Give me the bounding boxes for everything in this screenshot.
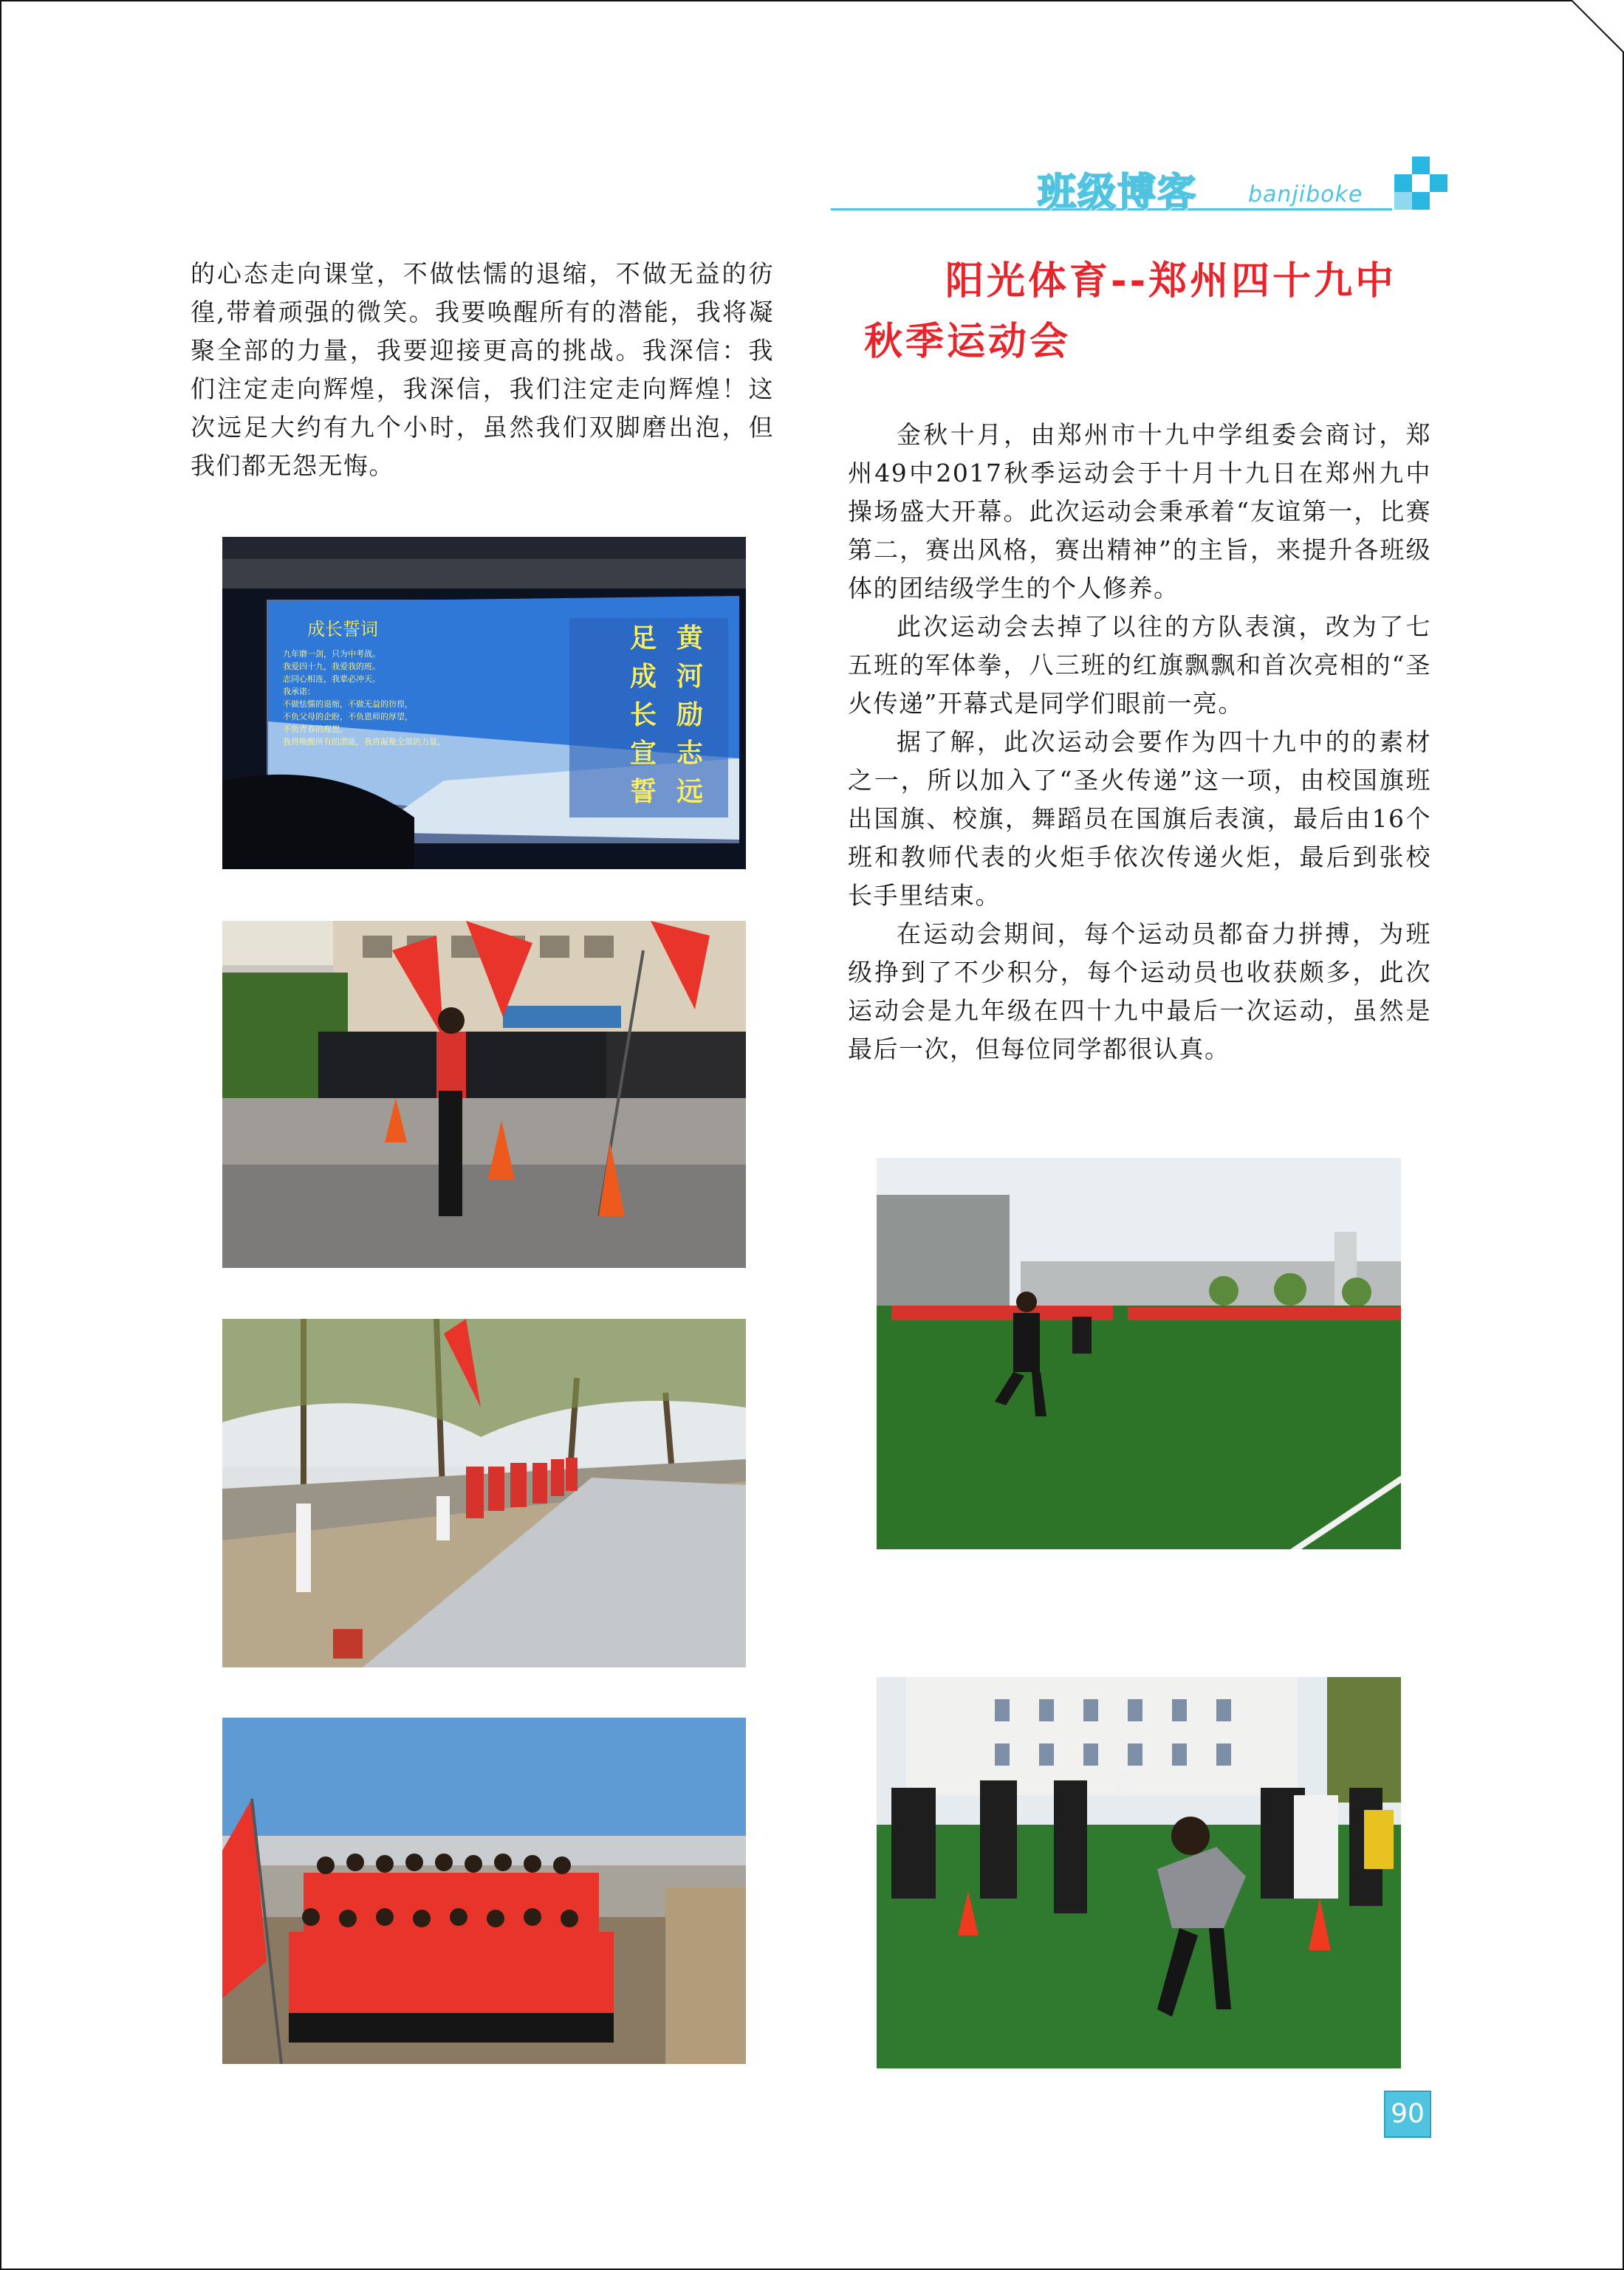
- photo-oath-screen: [222, 537, 746, 869]
- photo-hike-road: [222, 1319, 746, 1667]
- oath-vertical-col1: 黄河励志远: [676, 623, 704, 807]
- photo-flag-bearer: [222, 921, 746, 1268]
- oath-line: 九年磨一剑，只为中考战。: [283, 649, 380, 659]
- article-title-line2: 秋季运动会: [864, 320, 1072, 364]
- photo-group: [222, 1718, 746, 2064]
- left-paragraph: 的心态走向课堂，不做怯懦的退缩，不做无益的彷徨,带着顽强的微笑。我要唤醒所有的潜能，我将凝聚全部的力量，我要迎接更高的挑战。我深信：我们注定走向辉煌，我深信，我们注定走向辉煌！这次远足大约有九个小时，虽然我们双脚磨出泡，但我们都无怨无悔。: [191, 259, 774, 480]
- oath-line: 我将唤醒所有的潜能，我将凝聚全部的力量，: [283, 737, 445, 747]
- page-number: 90: [1384, 2091, 1431, 2138]
- article-paragraph-4: 在运动会期间，每个运动员都奋力拼搏，为班级挣到了不少积分，每个运动员也收获颇多，此次运动会是九年级在四十九中最后一次运动，虽然是最后一次，但每位同学都很认真。: [848, 919, 1431, 1063]
- oath-line: 我爱四十九，我爱我的班。: [283, 662, 380, 671]
- oath-line: 志同心相连，我辈必冲天。: [283, 674, 380, 684]
- photo-relay-run: [877, 1677, 1401, 2068]
- oath-line: 我承诺：: [283, 687, 315, 696]
- page-corner-fold: [1572, 0, 1624, 52]
- oath-lines: [283, 648, 563, 748]
- article-body: [848, 416, 1431, 1069]
- article-title-line1: 阳光体育--郑州四十九中: [945, 259, 1397, 304]
- oath-line: 不负青春的理想。: [283, 724, 348, 734]
- section-subtitle: banjiboke: [1248, 182, 1363, 208]
- section-logo-icon: [1394, 157, 1447, 210]
- article-paragraph-3: 据了解，此次运动会要作为四十九中的的素材之一，所以加入了“圣火传递”这一项，由校国旗班出国旗、校旗，舞蹈员在国旗后表演，最后由16个班和教师代表的火炬手依次传递火炬，最后到张校长手里结束。: [848, 727, 1431, 910]
- oath-line: 不负父母的企盼，不负恩师的厚望，: [283, 712, 413, 721]
- left-column-text: [191, 255, 774, 485]
- section-title: 班级博客: [1038, 171, 1198, 215]
- oath-line: 不做怯懦的退缩，不做无益的彷徨，: [283, 699, 413, 709]
- oath-vertical-col2: 足成长宣誓: [630, 623, 657, 807]
- article-paragraph-1: 金秋十月，由郑州市十九中学组委会商讨，郑州49中2017秋季运动会于十月十九日在郑州九中操场盛大开幕。此次运动会秉承着“友谊第一，比赛第二，赛出风格，赛出精神”的主旨，来提升各班级体的团结级学生的个人修养。: [848, 420, 1431, 603]
- article-paragraph-2: 此次运动会去掉了以往的方队表演，改为了七五班的军体拳，八三班的红旗飘飘和首次亮相的“圣火传递”开幕式是同学们眼前一亮。: [848, 612, 1431, 718]
- article-title: [864, 251, 1440, 372]
- photo-field-run: [877, 1158, 1401, 1549]
- oath-heading: 成长誓词: [307, 619, 378, 639]
